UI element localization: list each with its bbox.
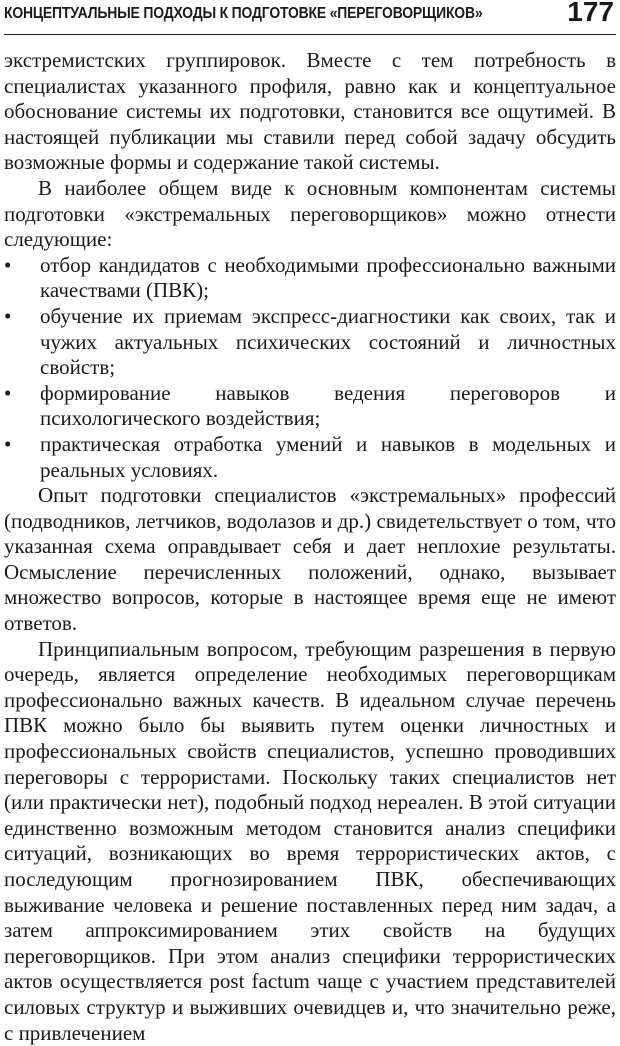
list-item xyxy=(4,432,616,483)
paragraph: Опыт подготовки специалистов «экстремальных» профессий (подводников, летчиков, водолазов и др.) свидетельствует о том, что указанная схема оправдывает себя и дает неплохие результаты. Осмысление перечисленных положений, однако, вызывает множество вопросов, которые в настоящее время еще не имеют ответов. xyxy=(4,483,616,636)
running-head: КОНЦЕПТУАЛЬНЫЕ ПОДХОДЫ К ПОДГОТОВКЕ «ПЕРЕГОВОРЩИКОВ» xyxy=(4,5,483,22)
list-item-text: формирование навыков ведения переговоров и психологического воздействия; xyxy=(40,380,616,431)
list-item xyxy=(4,381,616,432)
paragraph: В наиболее общем виде к основным компонентам системы подготовки «экстремальных переговорщиков» можно отнести следующие: xyxy=(4,175,616,252)
list-item xyxy=(4,304,616,381)
list-item-text: отбор кандидатов с необходимыми профессионально важными качествами (ПВК); xyxy=(40,252,616,303)
page-number: 177 xyxy=(567,0,614,27)
paragraph: Принципиальным вопросом, требующим разрешения в первую очередь, является определение необходимых переговорщикам профессионально важных качеств. В идеальном случае перечень ПВК можно было бы выявить путем оценки личностных и профессиональных свойств специалистов, успешно проводивших переговоры с террористами. Поскольку таких специалистов нет (или практически нет), подобный подход нереален. В этой ситуации единственно возможным методом становится анализ специфики ситуаций, возникающих во время террористических актов, с последующим прогнозированием ПВК, обеспечивающих выживание человека и решение поставленных перед ним задач, а затем аппроксимированием этих свойств на будущих переговорщиков. При этом анализ специфики террористических актов осуществляется post factum чаще с участием представителей силовых структур и выживших очевидцев и, что значительно реже, с привлечением xyxy=(4,636,616,1045)
paragraph: экстремистских группировок. Вместе с тем потребность в специалистах указанного профиля, равно как и концептуальное обоснование системы их подготовки, становится все ощутимей. В настоящей публикации мы ставили перед собой задачу обсудить возможные формы и содержание такой системы. xyxy=(4,48,616,175)
list-item-text: практическая отработка умений и навыков в модельных и реальных условиях. xyxy=(40,431,616,482)
list-item-text: обучение их приемам экспресс-диагностики как своих, так и чужих актуальных психических состояний и личностных свойств; xyxy=(40,303,616,380)
bullet-icon: • xyxy=(4,431,12,456)
list-item xyxy=(4,253,616,304)
bullet-list xyxy=(4,253,616,483)
bullet-icon: • xyxy=(4,380,12,405)
bullet-icon: • xyxy=(4,252,12,277)
page-header xyxy=(4,0,616,35)
bullet-icon: • xyxy=(4,303,12,328)
body-text xyxy=(4,48,616,1046)
